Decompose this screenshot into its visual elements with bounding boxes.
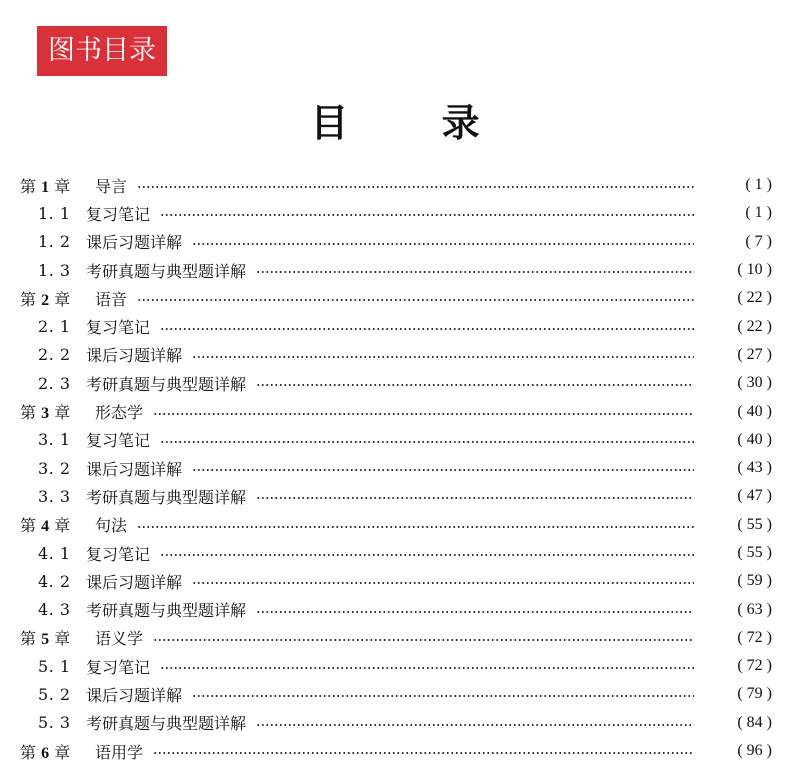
entry-title: 句法 — [95, 516, 128, 536]
dot-leader — [160, 328, 694, 330]
toc-section-row[interactable] — [20, 652, 772, 680]
section-number: 1. 2 — [38, 232, 71, 252]
entry-title: 考研真题与典型题详解 — [86, 261, 247, 281]
entry-title: 复习笔记 — [86, 544, 151, 564]
toc-section-row[interactable] — [20, 256, 772, 284]
table-of-contents — [20, 171, 772, 765]
toc-section-row[interactable] — [20, 199, 772, 227]
entry-title: 考研真题与典型题详解 — [86, 601, 247, 621]
entry-title: 考研真题与典型题详解 — [86, 374, 247, 394]
toc-section-row[interactable] — [20, 709, 772, 737]
section-number: 5. 1 — [38, 656, 71, 676]
toc-section-row[interactable] — [20, 426, 772, 454]
page-number: ( 7 ) — [745, 232, 772, 250]
page-number: ( 79 ) — [737, 685, 772, 703]
page-number: ( 40 ) — [737, 402, 772, 420]
page-number: ( 96 ) — [737, 742, 772, 760]
section-number: 3. 1 — [38, 430, 71, 450]
section-number: 2. 2 — [38, 345, 71, 365]
dot-leader — [160, 441, 694, 443]
section-number: 5. 2 — [38, 684, 71, 704]
toc-section-row[interactable] — [20, 595, 772, 623]
entry-title: 课后习题详解 — [86, 685, 183, 705]
page-number: ( 27 ) — [737, 345, 772, 363]
entry-title: 语用学 — [95, 742, 144, 762]
dot-leader — [160, 214, 694, 216]
entry-title: 课后习题详解 — [86, 572, 183, 592]
dot-leader — [160, 554, 694, 556]
page-number: ( 55 ) — [737, 515, 772, 533]
section-number: 4. 3 — [38, 600, 71, 620]
page-number: ( 22 ) — [737, 317, 772, 335]
page-number: ( 22 ) — [737, 289, 772, 307]
section-number: 1. 3 — [38, 260, 71, 280]
entry-title: 复习笔记 — [86, 657, 151, 677]
section-number: 3. 3 — [38, 486, 71, 506]
entry-title: 形态学 — [95, 403, 144, 423]
toc-chapter-row[interactable] — [20, 624, 772, 652]
toc-chapter-row[interactable] — [20, 397, 772, 425]
page-number: ( 72 ) — [737, 628, 772, 646]
chapter-number: 第 4 章 — [20, 516, 71, 536]
page-number: ( 10 ) — [737, 261, 772, 279]
chapter-number: 第 3 章 — [20, 403, 71, 423]
toc-section-row[interactable] — [20, 454, 772, 482]
page-number: ( 30 ) — [737, 374, 772, 392]
toc-chapter-row[interactable] — [20, 511, 772, 539]
entry-title: 考研真题与典型题详解 — [86, 714, 247, 734]
entry-title: 考研真题与典型题详解 — [86, 487, 247, 507]
page-number: ( 59 ) — [737, 572, 772, 590]
entry-title: 导言 — [95, 176, 128, 196]
chapter-number: 第 1 章 — [20, 176, 71, 196]
entry-title: 课后习题详解 — [86, 459, 183, 479]
page-number: ( 47 ) — [737, 487, 772, 505]
dot-leader — [192, 582, 694, 584]
dot-leader — [153, 639, 694, 641]
chapter-number: 第 5 章 — [20, 629, 71, 649]
dot-leader — [256, 724, 694, 726]
dot-leader — [256, 611, 694, 613]
section-number: 2. 3 — [38, 373, 71, 393]
section-number: 5. 3 — [38, 713, 71, 733]
section-number: 4. 2 — [38, 571, 71, 591]
dot-leader — [192, 243, 694, 245]
entry-title: 复习笔记 — [86, 204, 151, 224]
dot-leader — [256, 271, 694, 273]
dot-leader — [192, 695, 694, 697]
entry-title: 课后习题详解 — [86, 233, 183, 253]
entry-title: 语义学 — [95, 629, 144, 649]
dot-leader — [256, 497, 694, 499]
chapter-number: 第 6 章 — [20, 742, 71, 762]
entry-title: 复习笔记 — [86, 318, 151, 338]
page-number: ( 84 ) — [737, 713, 772, 731]
toc-section-row[interactable] — [20, 539, 772, 567]
toc-section-row[interactable] — [20, 482, 772, 510]
page-number: ( 1 ) — [745, 176, 772, 194]
toc-section-row[interactable] — [20, 369, 772, 397]
page-number: ( 55 ) — [737, 544, 772, 561]
toc-chapter-row[interactable] — [20, 737, 772, 765]
section-number: 3. 2 — [38, 458, 71, 478]
page-number: ( 72 ) — [737, 657, 772, 675]
toc-section-row[interactable] — [20, 312, 772, 340]
toc-section-row[interactable] — [20, 567, 772, 595]
entry-title: 课后习题详解 — [86, 346, 183, 366]
toc-section-row[interactable] — [20, 341, 772, 369]
entry-title: 语音 — [95, 289, 128, 309]
dot-leader — [153, 752, 694, 754]
toc-section-row[interactable] — [20, 228, 772, 256]
chapter-number: 第 2 章 — [20, 289, 71, 309]
dot-leader — [153, 413, 694, 415]
dot-leader — [256, 384, 694, 386]
dot-leader — [160, 667, 694, 669]
dot-leader — [137, 186, 694, 188]
page-title: 目 录 — [310, 100, 520, 145]
section-number: 4. 1 — [38, 543, 71, 563]
page-number: ( 43 ) — [737, 459, 772, 477]
dot-leader — [137, 526, 694, 528]
page-number: ( 1 ) — [745, 204, 772, 222]
entry-title: 复习笔记 — [86, 431, 151, 451]
dot-leader — [192, 469, 694, 471]
toc-chapter-row[interactable] — [20, 284, 772, 312]
page-number: ( 63 ) — [737, 600, 772, 618]
dot-leader — [192, 356, 694, 358]
toc-section-row[interactable] — [20, 680, 772, 708]
section-number: 2. 1 — [38, 317, 71, 337]
toc-chapter-row[interactable] — [20, 171, 772, 199]
dot-leader — [137, 299, 694, 301]
book-contents-badge: 图书目录 — [37, 26, 167, 76]
section-number: 1. 1 — [38, 203, 71, 223]
page-number: ( 40 ) — [737, 430, 772, 448]
